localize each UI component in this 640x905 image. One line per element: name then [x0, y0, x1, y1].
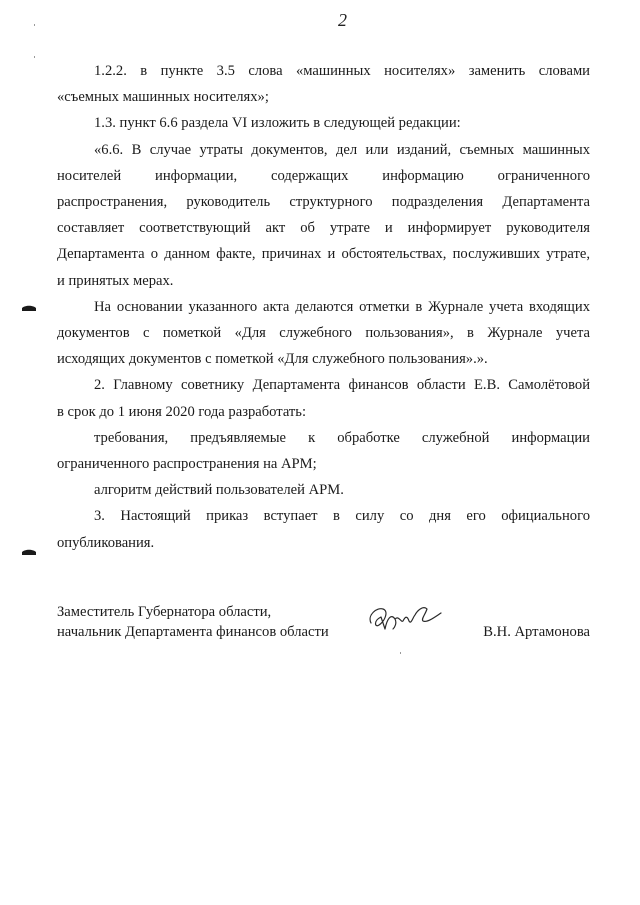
signatory-title-line-1: Заместитель Губернатора области,: [57, 604, 272, 620]
signatory-title: [57, 603, 357, 642]
handwritten-signature: [365, 599, 447, 639]
paragraph-6-6-line-4: составляет соответствующий акт об утрате и информирует руководителя: [57, 220, 590, 237]
paragraph-6-6-line-2: носителей информации, содержащих информацию ограниченного: [57, 167, 590, 184]
paragraph-2-line-1: 2. Главному советнику Департамента финансов области Е.В. Самолётовой: [94, 377, 590, 394]
paragraph-requirements-line-2: ограниченного распространения на АРМ;: [57, 456, 317, 473]
paragraph-3-line-1: 3. Настоящий приказ вступает в силу со дня его официального: [94, 508, 590, 525]
signatory-title-line-2: начальник Департамента финансов области: [57, 623, 329, 640]
binding-mark-bottom: [22, 549, 36, 555]
paragraph-1-3: 1.3. пункт 6.6 раздела VI изложить в следующей редакции:: [94, 115, 461, 132]
paragraph-1-2-2-line-2: «съемных машинных носителях»;: [57, 89, 269, 106]
paragraph-1-2-2-line-1: 1.2.2. в пункте 3.5 слова «машинных носителях» заменить словами: [94, 63, 590, 79]
document-body: [57, 58, 590, 556]
binding-mark-top: [22, 305, 36, 311]
paragraph-act-line-2: документов с пометкой «Для служебного пользования», в Журнале учета: [57, 325, 590, 342]
page-number: 2: [338, 10, 347, 30]
paragraph-act-line-1: На основании указанного акта делаются отметки в Журнале учета входящих: [94, 298, 590, 315]
scan-speck: [400, 652, 401, 654]
scan-speck: [34, 24, 35, 26]
paragraph-6-6-line-5: Департамента о данном факте, причинах и обстоятельствах, послуживших утрате,: [57, 246, 590, 263]
paragraph-3-line-2: опубликования.: [57, 534, 155, 551]
paragraph-2-line-2: в срок до 1 июня 2020 года разработать:: [57, 403, 307, 420]
scan-speck: [34, 56, 35, 58]
paragraph-6-6-line-3: распространения, руководитель структурного подразделения Департамента: [57, 194, 590, 211]
paragraph-6-6-line-1: «6.6. В случае утраты документов, дел или изданий, съемных машинных: [94, 141, 590, 158]
paragraph-algorithm: алгоритм действий пользователей АРМ.: [94, 482, 344, 499]
signatory-name: В.Н. Артамонова: [483, 623, 590, 640]
paragraph-6-6-line-6: и принятых мерах.: [57, 272, 174, 289]
paragraph-requirements-line-1: требования, предъявляемые к обработке служебной информации: [94, 429, 590, 446]
paragraph-act-line-3: исходящих документов с пометкой «Для служебного пользования».».: [57, 351, 488, 368]
